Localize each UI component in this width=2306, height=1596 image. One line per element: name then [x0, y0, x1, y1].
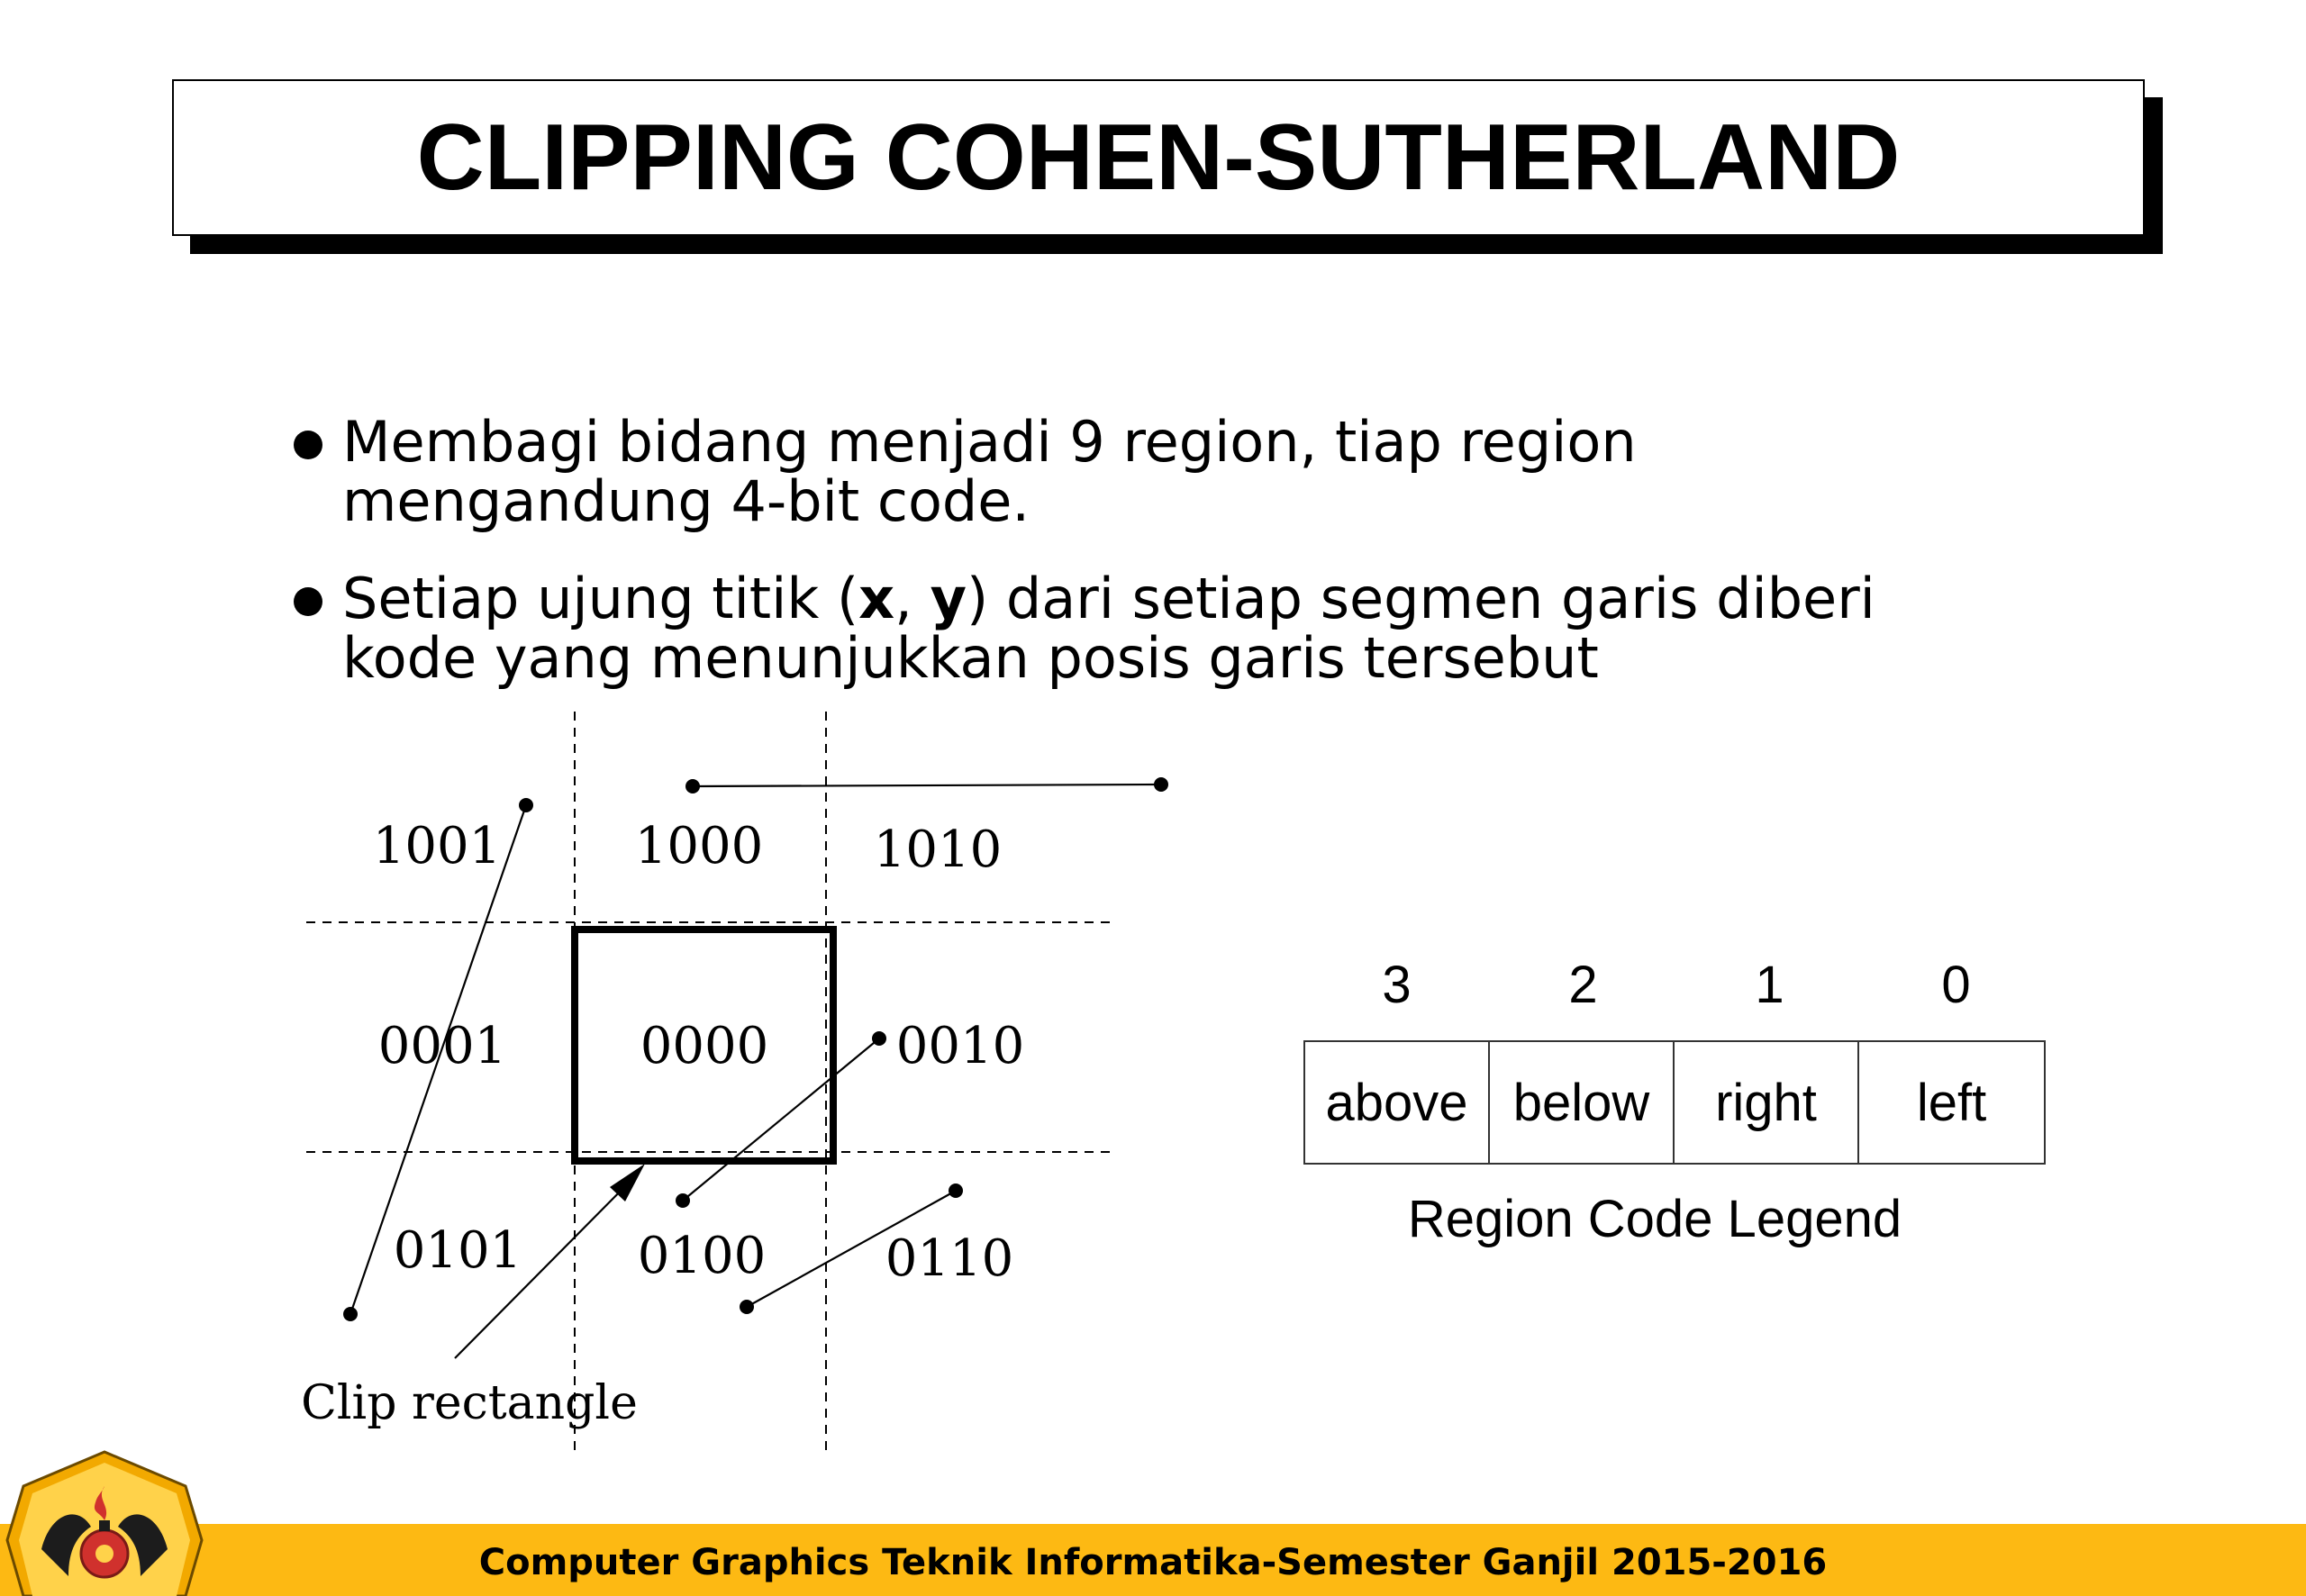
legend-cell-below: below: [1490, 1042, 1675, 1163]
bullet-line: mengandung 4-bit code.: [342, 468, 1030, 534]
slide-title: CLIPPING COHEN-SUTHERLAND: [416, 104, 1901, 210]
segment-top: [693, 784, 1161, 786]
legend-cell-above: above: [1305, 1042, 1490, 1163]
endpoint: [740, 1300, 754, 1314]
region-code-0010: 0010: [895, 1017, 1025, 1075]
region-code-legend: [1303, 1040, 2046, 1165]
university-logo-icon: [5, 1450, 204, 1596]
clip-rectangle-label: Clip rectangle: [301, 1376, 638, 1430]
endpoint: [343, 1307, 358, 1321]
region-code-0001: 0001: [377, 1017, 507, 1075]
legend-caption: Region Code Legend: [1407, 1190, 1902, 1248]
region-code-0100: 0100: [637, 1227, 767, 1285]
footer-bar: [0, 1524, 2306, 1596]
bit-label: 1: [1755, 956, 1784, 1014]
bullet-text: Setiap ujung titik (: [342, 566, 859, 631]
endpoint: [519, 798, 533, 812]
bullet-line: Membagi bidang menjadi 9 region, tiap region: [342, 409, 1637, 475]
bit-label: 2: [1568, 956, 1598, 1014]
bit-label: 3: [1382, 956, 1412, 1014]
region-code-0101: 0101: [393, 1221, 522, 1280]
bold-y: y: [930, 566, 967, 631]
region-code-1000: 1000: [634, 817, 764, 875]
legend-cell-left: left: [1916, 1073, 1987, 1132]
endpoint: [949, 1183, 963, 1198]
endpoint: [676, 1193, 690, 1208]
legend-cell-right: right: [1675, 1042, 1859, 1163]
bullet-line: kode yang menunjukkan posis garis tersebut: [342, 625, 1599, 691]
bullet-text: ) dari setiap segmen garis diberi: [966, 566, 1875, 631]
region-code-0000: 0000: [640, 1017, 769, 1075]
endpoint: [1154, 777, 1168, 792]
bullet-text: ,: [894, 566, 931, 631]
region-code-0110: 0110: [885, 1229, 1014, 1288]
endpoint: [872, 1031, 886, 1046]
footer-text: Computer Graphics Teknik Informatika-Semester Ganjil 2015-2016: [478, 1542, 1828, 1583]
bit-position-labels: [1303, 955, 2049, 1015]
region-code-1010: 1010: [873, 821, 1003, 879]
bold-x: x: [858, 566, 895, 631]
endpoint: [685, 779, 700, 793]
bit-label: 0: [1941, 956, 1971, 1014]
region-code-1001: 1001: [372, 817, 502, 875]
